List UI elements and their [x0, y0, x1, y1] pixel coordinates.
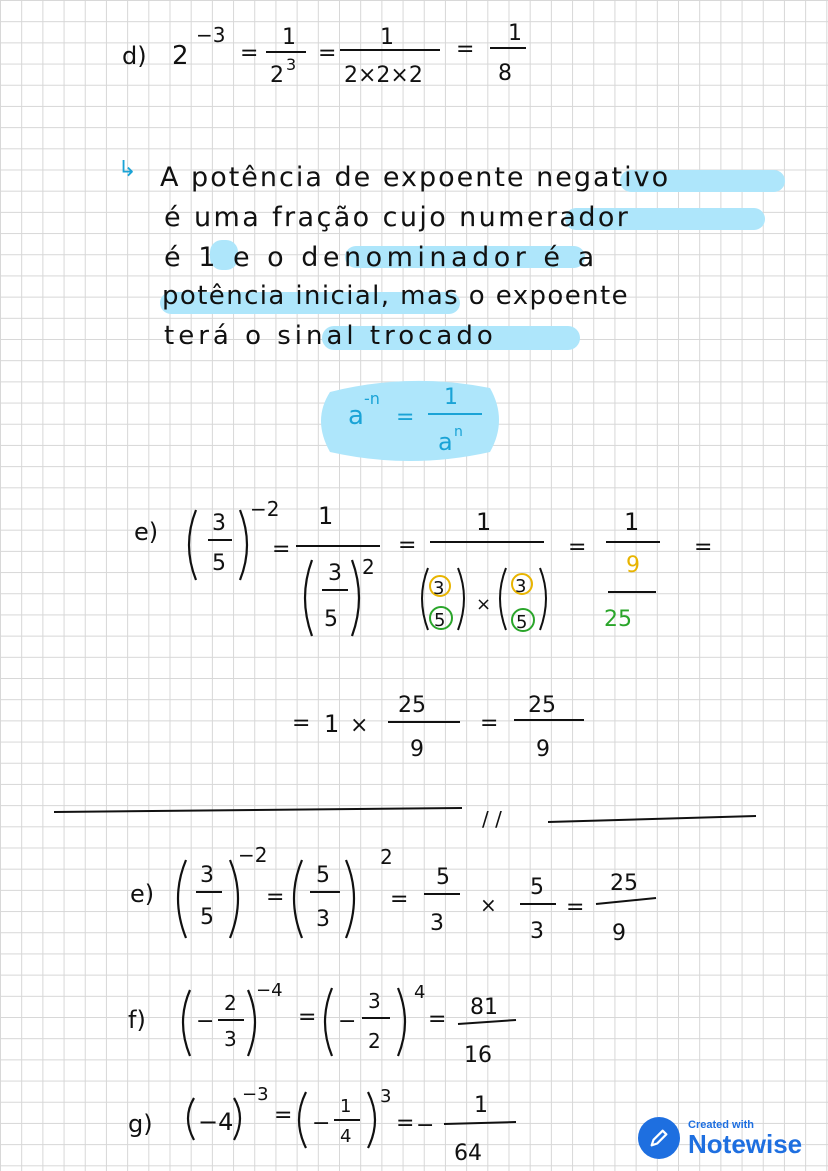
fraction-denominator: 5	[200, 905, 214, 930]
fraction-numerator: 1	[318, 502, 334, 530]
nested-numerator: 9	[626, 553, 640, 578]
equals-sign: =	[240, 41, 259, 66]
separator-mark: / /	[482, 807, 502, 831]
paren-close	[540, 568, 546, 630]
fraction-denominator: 16	[464, 1043, 492, 1068]
paren-close	[248, 990, 255, 1056]
fraction-numerator: 81	[470, 995, 498, 1020]
paren-close	[458, 568, 464, 630]
rule-line: é uma fração cujo numerador	[164, 202, 631, 233]
equals-sign: =	[568, 535, 587, 560]
fraction-numerator: 5	[436, 865, 450, 890]
equals-sign: =	[398, 533, 417, 558]
equals-sign: =	[694, 535, 713, 560]
fraction-numerator: 3	[368, 989, 381, 1013]
separator	[54, 807, 756, 831]
paren-open	[422, 568, 428, 630]
fraction-numerator: 5	[530, 875, 544, 900]
item-label: e)	[130, 880, 155, 908]
pen-icon	[638, 1117, 680, 1159]
minus-sign: −	[338, 1009, 357, 1034]
fraction-numerator: 1	[508, 21, 522, 46]
equals-sign: =	[298, 1005, 317, 1030]
rule-line: A potência de expoente negativo	[160, 162, 671, 193]
equals-sign: =	[390, 887, 409, 912]
fraction-numerator: 3	[212, 511, 226, 536]
fraction-denominator: 5	[516, 612, 528, 633]
badge-caption: Created with	[688, 1118, 755, 1131]
power-exponent: −4	[256, 980, 283, 1001]
multiplication-sign: ×	[350, 713, 369, 738]
fraction-bar	[444, 1122, 516, 1124]
minus-sign: −	[312, 1111, 331, 1136]
fraction-denominator: 3	[224, 1027, 237, 1051]
power-exponent: 2	[362, 555, 375, 579]
rule-line: potência inicial, mas o expoente	[162, 281, 629, 311]
item-g	[128, 1084, 516, 1166]
multiplication-sign: ×	[476, 594, 492, 615]
power-exponent: 4	[414, 982, 426, 1003]
fraction-denominator: 5	[324, 607, 338, 632]
rule-line: terá o sinal trocado	[164, 321, 497, 351]
power-exponent: 3	[380, 1086, 392, 1107]
power-exponent: −3	[242, 1084, 269, 1105]
paren-open	[294, 860, 302, 938]
fraction-numerator: 1	[380, 25, 394, 50]
paren-close	[230, 860, 238, 938]
fraction-numerator: 1	[624, 508, 640, 536]
fraction-numerator: 25	[528, 693, 556, 718]
paren-open	[183, 990, 190, 1056]
paren-close	[240, 510, 247, 580]
formula-numerator: 1	[444, 385, 458, 410]
equals-sign: =	[456, 37, 475, 62]
power-exponent: 2	[380, 845, 393, 869]
item-label: f)	[128, 1006, 146, 1034]
fraction-numerator: 2	[224, 991, 237, 1015]
fraction-numerator: 25	[610, 871, 638, 896]
paren-open	[188, 1098, 194, 1140]
paren-open	[305, 560, 312, 636]
fraction-bar	[458, 1020, 516, 1024]
power-exponent: −2	[238, 843, 268, 867]
equals-sign: =	[274, 1103, 293, 1128]
paren-open	[325, 988, 332, 1056]
equals-sign: =	[396, 405, 415, 430]
item-e1	[134, 497, 712, 636]
fraction-denominator-base: 2	[270, 63, 284, 88]
fraction-numerator: 1	[476, 508, 492, 536]
item-label: e)	[134, 518, 159, 546]
fraction-bar	[596, 898, 656, 904]
fraction-denominator: 4	[340, 1126, 352, 1147]
paren-close	[398, 988, 405, 1056]
formula	[321, 381, 499, 461]
paren-close	[234, 1098, 240, 1140]
fraction-numerator: 5	[316, 863, 330, 888]
fraction-numerator: 1	[340, 1096, 352, 1117]
minus-sign: −	[196, 1009, 215, 1034]
fraction-denominator: 3	[430, 911, 444, 936]
fraction-numerator: 3	[200, 863, 214, 888]
item-e1-continued	[292, 693, 584, 762]
equals-sign: =	[272, 537, 291, 562]
minus-sign: −	[416, 1113, 435, 1138]
nested-denominator: 25	[604, 607, 632, 632]
fraction-denominator-exp: 3	[286, 55, 297, 74]
paren-open	[299, 1092, 306, 1148]
fraction-numerator: 1	[474, 1093, 488, 1118]
equals-sign: =	[292, 711, 311, 736]
fraction-numerator: 3	[515, 576, 527, 597]
one: 1	[324, 710, 340, 738]
fraction-denominator: 2	[368, 1029, 381, 1053]
formula-base: a	[348, 401, 364, 431]
item-d	[122, 21, 526, 88]
paren-close	[346, 860, 354, 938]
notewise-badge	[638, 1115, 816, 1161]
paren-open	[189, 510, 196, 580]
power-exponent: −3	[196, 23, 226, 47]
arrow-icon: ↳	[118, 157, 137, 182]
fraction-numerator: 3	[433, 578, 445, 599]
badge-brand: Notewise	[688, 1128, 803, 1159]
equals-sign: =	[428, 1007, 447, 1032]
item-label: g)	[128, 1110, 153, 1138]
paren-open	[500, 568, 506, 630]
fraction-denominator: 5	[212, 551, 226, 576]
item-e2	[130, 843, 656, 946]
item-f	[128, 980, 516, 1068]
power-exponent: −2	[250, 497, 280, 521]
paren-close	[368, 1092, 375, 1148]
equals-sign: =	[318, 41, 337, 66]
equals-sign: =	[480, 711, 499, 736]
fraction-denominator: 3	[530, 919, 544, 944]
divider	[548, 816, 756, 822]
fraction-denominator: 2×2×2	[344, 63, 423, 88]
formula-exponent: -n	[364, 389, 380, 408]
equals-sign: =	[396, 1111, 415, 1136]
fraction-numerator: 1	[282, 25, 296, 50]
equals-sign: =	[266, 885, 285, 910]
fraction-denominator: 3	[316, 907, 330, 932]
paren-open	[178, 860, 186, 938]
fraction-denominator: 9	[612, 921, 626, 946]
fraction-denominator: 9	[536, 737, 550, 762]
fraction-numerator: 25	[398, 693, 426, 718]
formula-den-exp: n	[454, 424, 463, 440]
power-base: −4	[198, 1108, 234, 1136]
formula-den-base: a	[438, 428, 453, 456]
fraction-denominator: 64	[454, 1141, 482, 1166]
item-label: d)	[122, 42, 147, 70]
power-base: 2	[172, 41, 189, 71]
rule-block	[118, 157, 785, 351]
fraction-denominator: 5	[434, 610, 446, 631]
divider	[54, 808, 462, 812]
multiplication-sign: ×	[480, 893, 497, 917]
equals-sign: =	[566, 895, 585, 920]
fraction-denominator: 8	[498, 61, 512, 86]
rule-line: é 1 e o denominador é a	[164, 242, 599, 273]
fraction-denominator: 9	[410, 737, 424, 762]
fraction-numerator: 3	[328, 561, 342, 586]
paren-close	[352, 560, 359, 636]
